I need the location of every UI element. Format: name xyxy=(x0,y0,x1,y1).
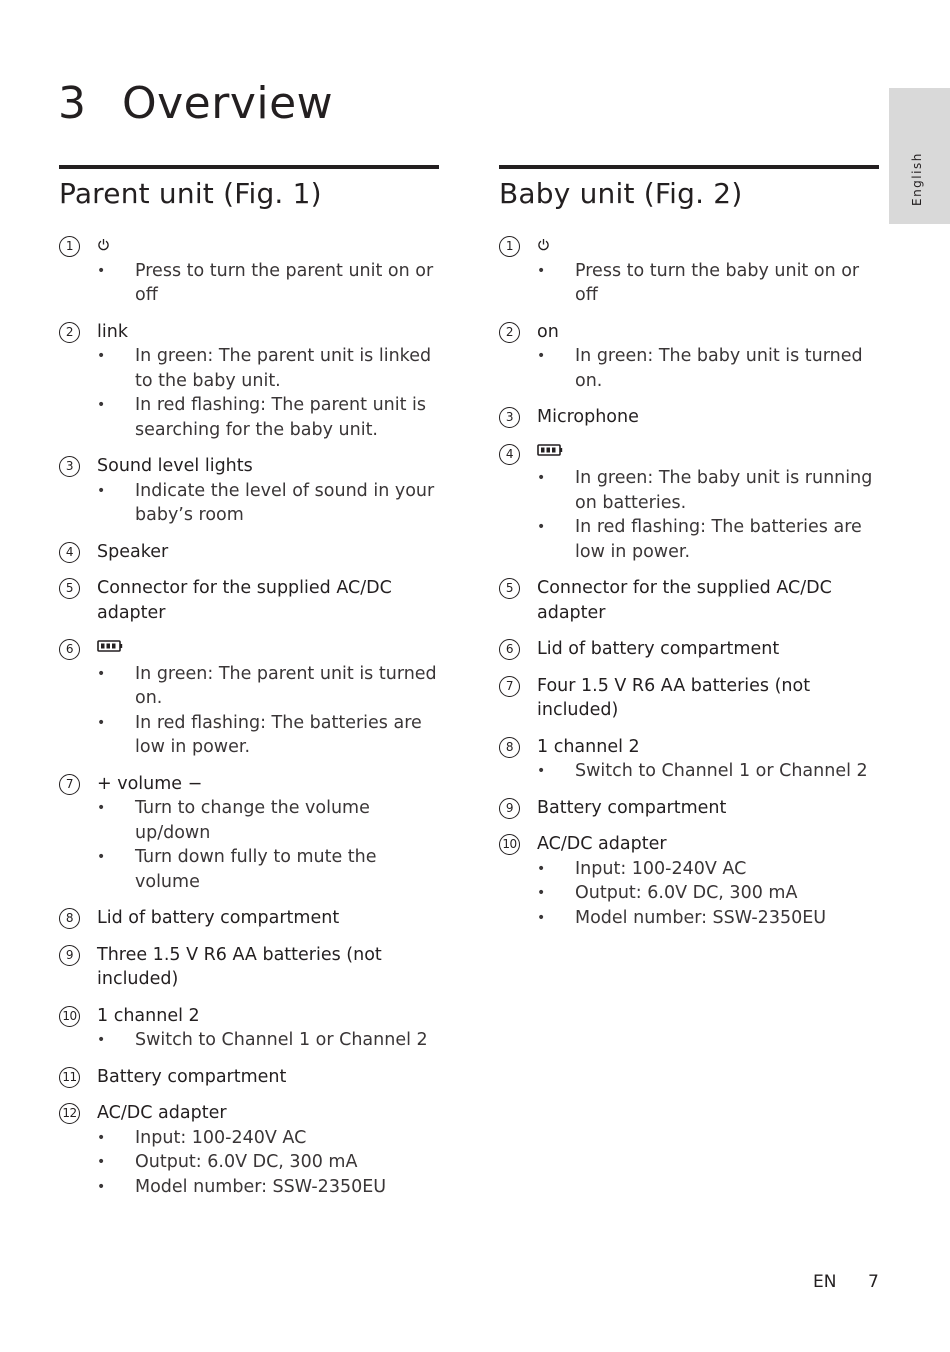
bullet-list xyxy=(97,1126,439,1200)
bullet-item: • In green: The parent unit is turned on. xyxy=(97,662,439,711)
list-item-7 xyxy=(499,674,879,723)
bullet-item: • Model number: SSW-2350EU xyxy=(537,906,879,931)
item-number-badge: 7 xyxy=(59,774,80,795)
bullet-item: • In green: The parent unit is linked to the baby unit. xyxy=(97,344,439,393)
list-item-6 xyxy=(499,637,879,662)
item-label-1-channel-2: 1 channel 2 xyxy=(97,1005,200,1026)
page-number: 7 xyxy=(868,1272,879,1292)
item-label-volume: + volume − xyxy=(97,773,203,794)
chapter-number: 3 xyxy=(58,78,87,129)
list-item-10 xyxy=(499,832,879,930)
item-number-badge: 5 xyxy=(59,578,80,599)
section-rule xyxy=(59,165,439,169)
item-label-ac-dc-adapter: AC/DC adapter xyxy=(97,1103,227,1123)
bullet-item: • Press to turn the parent unit on or off xyxy=(97,259,439,308)
bullet-item: • Indicate the level of sound in your baby’s room xyxy=(97,479,439,528)
bullet-item: • In red flashing: The parent unit is searching for the baby unit. xyxy=(97,393,439,442)
item-label-battery-compartment: Battery compartment xyxy=(537,797,727,818)
parent-unit-heading: Parent unit (Fig. 1) xyxy=(59,177,322,210)
item-label-speaker: Speaker xyxy=(97,541,169,562)
item-label-connector-for-the-supplied-ac-dc-adapter: Connector for the supplied AC/DC adapter xyxy=(97,578,392,623)
list-item-2 xyxy=(59,320,439,443)
item-number-badge: 1 xyxy=(499,236,520,257)
item-label-on: on xyxy=(537,321,559,342)
list-item-4 xyxy=(499,442,879,565)
item-label-1-channel-2: 1 channel 2 xyxy=(537,736,640,757)
list-item-4 xyxy=(59,540,439,565)
bullet-item: • Input: 100-240V AC xyxy=(537,857,879,882)
list-item-10 xyxy=(59,1004,439,1053)
item-label-battery-compartment: Battery compartment xyxy=(97,1066,287,1087)
bullet-list xyxy=(97,479,439,528)
item-icon-label xyxy=(537,234,879,259)
parent-unit-section xyxy=(59,165,439,1211)
list-item-12 xyxy=(59,1101,439,1199)
baby-unit-list xyxy=(499,234,879,930)
item-number-badge: 4 xyxy=(499,444,520,465)
bullet-list xyxy=(537,259,879,308)
list-item-9 xyxy=(59,943,439,992)
bullet-list xyxy=(537,857,879,931)
power-icon xyxy=(537,234,550,259)
list-item-8 xyxy=(499,735,879,784)
item-label-connector-for-the-supplied-ac-dc-adapter: Connector for the supplied AC/DC adapter xyxy=(537,578,832,623)
bullet-list xyxy=(97,1028,439,1053)
bullet-item: • In red flashing: The batteries are low in power. xyxy=(97,711,439,760)
bullet-item: • In red flashing: The batteries are low in power. xyxy=(537,515,879,564)
item-number-badge: 3 xyxy=(499,407,520,428)
bullet-list xyxy=(537,466,879,564)
bullet-item: • Model number: SSW-2350EU xyxy=(97,1175,439,1200)
list-item-3 xyxy=(499,405,879,430)
item-number-badge: 11 xyxy=(59,1067,80,1088)
list-item-11 xyxy=(59,1065,439,1090)
list-item-7 xyxy=(59,772,439,895)
bullet-item: • Output: 6.0V DC, 300 mA xyxy=(537,881,879,906)
bullet-item: • Turn down fully to mute the volume xyxy=(97,845,439,894)
item-number-badge: 6 xyxy=(59,639,80,660)
item-number-badge: 8 xyxy=(499,737,520,758)
list-item-2 xyxy=(499,320,879,394)
list-item-1 xyxy=(499,234,879,308)
item-number-badge: 5 xyxy=(499,578,520,599)
bullet-item: • Turn to change the volume up/down xyxy=(97,796,439,845)
item-icon-label xyxy=(537,442,879,467)
language-tab-label: English xyxy=(910,152,924,206)
item-label-four-1-5-v-r6-aa-batteries-not-included: Four 1.5 V R6 AA batteries (not included) xyxy=(537,675,811,720)
parent-unit-list xyxy=(59,234,439,1199)
baby-unit-heading: Baby unit (Fig. 2) xyxy=(499,177,743,210)
item-label-sound-level-lights: Sound level lights xyxy=(97,456,253,476)
bullet-list xyxy=(97,259,439,308)
language-tab xyxy=(889,88,950,224)
item-number-badge: 10 xyxy=(499,834,520,855)
bullet-list xyxy=(537,344,879,393)
list-item-9 xyxy=(499,796,879,821)
bullet-item: • Output: 6.0V DC, 300 mA xyxy=(97,1150,439,1175)
item-number-badge: 1 xyxy=(59,236,80,257)
bullet-item: • Input: 100-240V AC xyxy=(97,1126,439,1151)
list-item-6 xyxy=(59,637,439,760)
list-item-1 xyxy=(59,234,439,308)
section-rule xyxy=(499,165,879,169)
item-label-link: link xyxy=(97,321,128,342)
item-number-badge: 2 xyxy=(499,322,520,343)
chapter-title-text: Overview xyxy=(122,78,334,129)
bullet-list xyxy=(537,759,879,784)
item-icon-label xyxy=(97,637,439,662)
item-number-badge: 7 xyxy=(499,676,520,697)
bullet-item: • Switch to Channel 1 or Channel 2 xyxy=(97,1028,439,1053)
battery-icon xyxy=(97,636,123,661)
footer-language: EN xyxy=(813,1272,837,1292)
baby-unit-section xyxy=(499,165,879,942)
bullet-item: • Switch to Channel 1 or Channel 2 xyxy=(537,759,879,784)
bullet-item: • Press to turn the baby unit on or off xyxy=(537,259,879,308)
bullet-list xyxy=(97,662,439,760)
bullet-item: • In green: The baby unit is running on batteries. xyxy=(537,466,879,515)
item-number-badge: 8 xyxy=(59,908,80,929)
item-label-ac-dc-adapter: AC/DC adapter xyxy=(537,834,667,854)
item-number-badge: 10 xyxy=(59,1006,80,1027)
list-item-3 xyxy=(59,454,439,528)
item-number-badge: 3 xyxy=(59,456,80,477)
item-number-badge: 12 xyxy=(59,1103,80,1124)
item-label-lid-of-battery-compartment: Lid of battery compartment xyxy=(537,639,780,659)
item-label-lid-of-battery-compartment: Lid of battery compartment xyxy=(97,908,340,928)
battery-icon xyxy=(537,440,563,465)
item-number-badge: 2 xyxy=(59,322,80,343)
list-item-5 xyxy=(59,576,439,625)
item-label-microphone: Microphone xyxy=(537,407,639,427)
item-label-three-1-5-v-r6-aa-batteries-not-included: Three 1.5 V R6 AA batteries (not included) xyxy=(97,944,382,989)
item-number-badge: 9 xyxy=(499,798,520,819)
item-number-badge: 9 xyxy=(59,945,80,966)
item-number-badge: 6 xyxy=(499,639,520,660)
bullet-item: • In green: The baby unit is turned on. xyxy=(537,344,879,393)
bullet-list xyxy=(97,796,439,894)
item-number-badge: 4 xyxy=(59,542,80,563)
list-item-8 xyxy=(59,906,439,931)
power-icon xyxy=(97,234,110,259)
chapter-title xyxy=(58,78,333,129)
bullet-list xyxy=(97,344,439,442)
list-item-5 xyxy=(499,576,879,625)
item-icon-label xyxy=(97,234,439,259)
